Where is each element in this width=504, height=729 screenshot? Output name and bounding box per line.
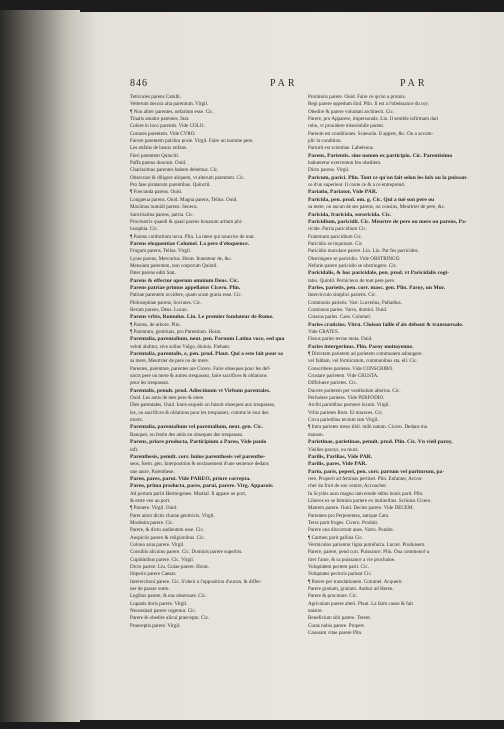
entry-line: Paries, parietis, pen. corr. masc. gen. Plin. Paroy, un Mur. <box>308 284 446 291</box>
entry-line: Ducere parietem per vestibulum alterius. Cic. <box>308 387 401 394</box>
entry-line: pour les trespassez. <box>130 380 170 387</box>
entry-line: Vide CRATES. <box>308 329 340 335</box>
entry-line: habueretur exercenton feu obedient. <box>308 160 382 167</box>
entry-line: Parturit est scientiae. Labeleous. <box>308 145 375 152</box>
entry-line: Parentalia, parentalium, neut. pen. Paruum Latina voce, sed qua <box>130 336 285 343</box>
entry-line: Obsecrare & diligere aliquem, vt alterum parentem. Cic. <box>130 174 245 181</box>
entry-line: Caussam vitae parere Plin. <box>308 630 363 637</box>
entry-line: Necessitati parere cogemur. Cic. <box>130 608 197 615</box>
entry-line: Maximus numidi parens. Seneca. <box>130 204 198 211</box>
entry-line: Paricida, fraricida, sororicida. Cic. <box>308 211 392 218</box>
entry-line: Frugum parens, Tellus. Virgil. <box>130 248 192 255</box>
entry-line: Parens, priore producta, Participium a Pareo, Vide paulo <box>130 439 267 446</box>
entry-line: Promissis parere. Ouid. Faire ce qu'on a promis. <box>308 94 406 100</box>
book-page-edges <box>0 10 80 722</box>
entry-line: Charissimus parentes habere debemus. Cic. <box>130 167 219 174</box>
entry-line: les, ou sacrifices & oblations pour les trespassez, comme le iour des <box>130 409 269 416</box>
entry-line: Perfodere parietes. Vide PERFODIO. <box>308 395 385 402</box>
entry-line: Pro fase piratarum parentibus. Quinctil. <box>130 182 211 189</box>
entry-line: Lupanis doris parere. Virgil. <box>130 600 188 607</box>
entry-line: Intercirculo simplici parietis. Cic. <box>308 292 377 299</box>
entry-line: Parere & procreare. Cic. <box>308 593 358 600</box>
entry-line: Circa parietibus tectum iam Virgil. <box>308 417 379 424</box>
entry-line: Voluptatem pectem parit. Cic. <box>308 564 369 570</box>
entry-line: Voluptates pectoris pariunt Cic. <box>308 571 373 578</box>
entry-line: Vrbis parietes Rom. Et mareces. Cic. <box>308 409 384 416</box>
entry-line: Paret amor dictis charae genitricis. Virgil. <box>130 512 215 519</box>
entry-line: ¶ Parens confortium nova. Plin. La mere qui nourrice de tout. <box>130 233 255 240</box>
entry-line: Fissus paries terrae mota. Ouid. <box>308 336 373 343</box>
entry-line: ricide. Patria paricidium Cic. <box>308 226 367 233</box>
entry-line: Paries craticius. Vitru. Cloison faille d'ais debout & transuersale. <box>308 321 464 328</box>
entry-line: Curas nobis parere. Propert. <box>308 622 366 629</box>
entry-line: Dicto parere. Liu. Gulae parere. Horat. <box>130 564 210 570</box>
running-head-left: PAR <box>270 78 298 89</box>
entry-line: Sanctissima parens, patria. Cic. <box>130 211 194 218</box>
entry-line: Crassus paries. Caes. Columel. <box>308 314 372 321</box>
entry-line: Consiliis alicuius parere. Cic. Dominis parere superbis. <box>130 549 243 556</box>
entry-line: Fraternum paricidium Cic. <box>308 233 363 240</box>
entry-line: ¶ Carmen parit gallina Cic. <box>308 534 364 541</box>
entry-line: ¶ Parens, de arbore. Plin. <box>130 321 181 328</box>
entry-line: ¶ Parere per translationem. Columel. Acquerir. <box>308 578 403 585</box>
entry-line: morts. <box>130 417 143 424</box>
entry-line: Obstringere se paricidio. Vide OBSTRINGO. <box>308 255 401 262</box>
entry-line: rere. Properit ad feminas pertinet. Plin. Enfanter, Accou- <box>308 475 424 482</box>
entry-line: Rerum parens, Deus. Lucan. <box>130 306 188 313</box>
entry-line: Parilis, Parilias, Vide PAR. <box>308 453 373 460</box>
entry-line: Philosophiae parens, Socrates. Cic. <box>130 299 202 306</box>
entry-line: Ad portum pariit Hermogenes. Martial. Il appare au port, <box>130 490 247 497</box>
entry-line: Pariatio, Pariator, Vide PAR. <box>308 189 378 196</box>
entry-line: Parens & effector operum omnium Deus. Cic. <box>130 277 239 284</box>
entry-line: naistre. <box>308 608 323 615</box>
entry-line: Legibus parere, & eas obseruare. Cic. <box>130 593 207 600</box>
entry-line: Pareo, pares, parui. Vide PAREO, priore correpta. <box>130 475 251 482</box>
entry-line: Pater parens editi Stat. <box>130 270 176 277</box>
entry-line: Continuus paries. Varro, domini. Ouid. <box>308 306 388 313</box>
entry-line: Parentalia, parentalium vel parentalium, neut. gen. Cic. <box>130 424 263 431</box>
entry-line: Crustare parietem. Vide CRUSTA. <box>308 373 379 380</box>
entry-line: Parens eloquentiae Columel. La pere d'eloquence. <box>130 240 249 247</box>
left-column <box>130 94 308 630</box>
entry-line: ¶ Parentum, genitiuus, pro Parentium. Horat. <box>130 329 222 335</box>
entry-line: Paricida, pen. prod. om. g. Cic. Qui a tué son pere ou <box>308 196 435 203</box>
entry-line: Lyrae parens, Mercurius. Horat. Inuenteur de, &c. <box>130 255 232 262</box>
entry-line: Conares parentem. Vide CVRO. <box>130 130 196 137</box>
entry-line: Auspiciis parere & religionibus. Cic. <box>130 534 205 541</box>
entry-line: Patriae parentem occidere, quam scam gratia esse. Cic. <box>130 292 243 299</box>
entry-line: Mensium parentem, non corporum Quintil. <box>130 262 218 269</box>
entry-line: ¶ Foecunda parens. Ouid. <box>130 189 182 196</box>
entry-line: Diffoluere parietes. Cic. <box>308 380 358 387</box>
entry-line: maison. <box>308 431 324 438</box>
entry-line: plir la condition. <box>308 138 342 145</box>
right-column <box>308 94 486 637</box>
entry-line: In Scythis auro magno iam eonde stibis bonis parit. Plin. <box>308 490 424 497</box>
entry-line: Facere parentem pulchra prole. Virgil. Faire un homme pere. <box>130 138 254 145</box>
entry-line: Parere, pro Apparere, impersonale. Lin. Il semble infirmam dari <box>308 116 439 123</box>
entry-line: Paffa parens duorum. Ouid. <box>130 160 187 167</box>
entry-line: Parere & obedire alicui praecepto. Cic. <box>130 615 210 622</box>
entry-line: Cupidinibus parere. Cic. Virgil. <box>130 556 195 563</box>
entry-line: Colere in loco parentis. Vide COLO. <box>130 123 205 130</box>
entry-line: ce d'un superieur. Il coute ce & a ce entreprend. <box>308 182 405 189</box>
entry-line: Modestia parere. Cic. <box>130 519 174 526</box>
entry-line: Parens, Parientis. sine nomen ex participio. Cic. Parentisimo <box>308 152 453 159</box>
entry-line: Parere ona discurrunt aues. Varro. Pondre. <box>308 527 394 534</box>
entry-line: une autre, Parenthese. <box>130 468 175 475</box>
entry-line: Banquet, ou festin des amis en obseques des trespassez. <box>130 431 244 438</box>
entry-line: sa mere, Meurtrier de pere ou de mere. <box>130 358 210 365</box>
entry-line: Imperio parere Caesar. <box>130 571 177 578</box>
entry-line: tirer l'ame, & sa puissance a vie prochaine. <box>308 556 396 563</box>
entry-line: Conscribere parietes. Vide CONSCRIBO. <box>308 365 394 372</box>
entry-line: Pareum est conditiones. Scaeuola. Il appert, &c. Ou a accom- <box>308 130 434 137</box>
entry-line: Colono arua parere. Virgil. <box>130 541 185 548</box>
entry-line: ner de passer outre. <box>130 586 170 593</box>
dictionary-page <box>72 12 504 720</box>
page-number: 846 <box>130 78 148 89</box>
page-header <box>130 78 488 92</box>
entry-line: Fieri parentem Quinctil. <box>130 152 180 159</box>
entry-line: Parere, & dicto audientem esse. Cic. <box>130 527 205 534</box>
entry-line: Parere, parere, pend corr. Puissance. Plin. Ona commencé a <box>308 549 430 556</box>
entry-line: Paricum, parici. Plin. Tout ce qu'on fait selon les loix ou la puissan- <box>308 174 468 181</box>
entry-line: Parens vrbis, Romulus. Liu. Le premier fondateur de Rome. <box>130 314 274 321</box>
entry-line: Parietinae, parietinae, penult. prod. Plin. Cic. Vn vieil paroy, <box>308 439 453 446</box>
entry-line: Parere gratiam, gratiam. Author ad Heren. <box>308 586 394 593</box>
entry-line: Tetricules parens Catulli. <box>130 94 181 100</box>
entry-line: losophia. Cic. <box>130 226 159 233</box>
entry-line: veluti abditur, sive solius Vulgo, diuinis. Fiebant. <box>130 343 231 350</box>
entry-line: Les enfans de beaux enfans. <box>130 145 188 152</box>
entry-line: Procreatrix quaedi & quasi parens bonarum artium phi- <box>130 218 243 225</box>
entry-line: sa mere, ou aucun de ses parens, ou cousins, Meurtrier de pere, &c. <box>308 204 446 211</box>
entry-line: Obedire & parere voluntati architecti. Cic. <box>308 108 395 115</box>
entry-line: Beneficium sibi parere. Terent. <box>308 615 372 622</box>
entry-line: Parenthesis, penult. corr. huius parenthesis vel parenthe- <box>130 453 266 460</box>
entry-line: cher du fruit de son ventre, Accoucher. <box>308 483 387 490</box>
entry-line: Vieilles paroys, ou murs. <box>308 446 359 453</box>
entry-line: & estre veu au port. <box>130 497 171 504</box>
entry-line: Matrem parere. Ouid. Decies parere. Vide DECEM. <box>308 505 414 512</box>
entry-line: Interrectioni parere. Cic. S'obeir a l'opposition d'aucun, & differ- <box>130 578 262 585</box>
entry-line: tatio. Quintil. Pernicieux de tout pere pere. <box>308 277 395 284</box>
entry-line: Parens patriae primus appellatus Cicero. Plin. <box>130 284 241 291</box>
entry-line: Paricidium, paricidii. Cic. Meurtre de pere ou mere ou parens, Pa- <box>308 218 467 225</box>
entry-line: uncts pere ou mere & autres trespassez, faire sacrifices & oblations <box>130 373 267 380</box>
entry-line: Arcibi parietibus permere locum. Virgil. <box>308 402 390 409</box>
entry-line: seos, foem. gen. Interposition & enclauement d'une sentence dedans <box>130 461 269 468</box>
entry-line: Paricidio se inquinare. Cic. <box>308 240 364 247</box>
entry-line: Dicto parens. Virgil. <box>308 167 350 174</box>
entry-line: Parientes pro Perperentes, antique Cato. <box>308 512 390 519</box>
entry-line: Liberos ex se feminis pariere ex mulieribus. Scriuius Cicero. <box>308 497 432 504</box>
entry-line: Regi parere oppedum ibid. Plin. Il est a l'obeissance du roy. <box>308 101 429 108</box>
entry-line: ¶ Intra parietes meos tibil. mihi natum. Cicero. Dedans ma <box>308 424 428 431</box>
entry-line: Paricidio maculare parere. Lin. Liu. Par fes parricides. <box>308 248 419 255</box>
entry-line: Ouid. Les amis de mes pere & mere. <box>130 395 205 402</box>
entry-line: Dies parentales. Ouid. Iours esquels on faisoit obseques aux trespassez, <box>130 402 276 409</box>
entry-line: Nefarie parere paricidio se obstringere. Cic. <box>308 262 398 269</box>
entry-line: Longaeua parens. Ouid. Magna parens, Tellus. Ouid. <box>130 196 238 203</box>
entry-line: Parentalia, parentalis, e, pen. prod. Plaut. Qui a este fait pour sa <box>130 351 283 358</box>
entry-line: Pario, paris, peperi, pen. corr. partum vel pariturum, pa- <box>308 468 445 475</box>
entry-line: Parentalis, penult. prod. Adiectiuum vt Virbum parentales. <box>130 387 271 394</box>
entry-line: robo, vt prouidere miseriobile parent. <box>308 123 385 130</box>
entry-line: ¶ Non aliter parentes, nefarium esse. Cic. <box>130 108 214 115</box>
entry-line: vel faldam, vel formicatum, communibus sta. ell. Cic. <box>308 358 418 365</box>
entry-line: Agricolam parere alteri. Plaut. La faim cause & fait <box>308 600 413 607</box>
running-head-right: PAR <box>400 78 428 89</box>
entry-line: ¶ Paruere. Virgil. Ouid. <box>130 505 178 512</box>
entry-line: Parilis, pares, Vide PAR. <box>308 461 367 468</box>
entry-line: ¶ Directam parietem ad parietem communem adiungere. <box>308 351 423 358</box>
entry-line: Vermiculos parientur ligna putrefacta. Lucret. Produisent. <box>308 541 426 548</box>
entry-line: Terra parit fruges. Cicero. Produit. <box>308 519 379 526</box>
entry-line: Praeceptis parere. Virgil. <box>130 622 181 629</box>
entry-line: Parentes, parentare, parentes are Cicero. Faire obseques pour les def- <box>130 365 271 372</box>
entry-line: Paricidalis, & hoc paricidale, pen. prod. vt Paricidalis cogi- <box>308 270 449 277</box>
entry-line: Communis parietis. Varr. Lucretius, Palladius. <box>308 299 402 306</box>
entry-line: Vetterum decora alta parentum. Virgil. <box>130 101 209 108</box>
entry-line: Pareo, prima producta, pares, parui, parere. Virg. Apparoir. <box>130 483 274 490</box>
entry-line: Paries intergerinus. Plin. Paroy moitoyenne. <box>308 343 414 350</box>
entry-line: Tinalis amator parentes. Stat. <box>130 116 190 123</box>
entry-line: infr. <box>130 446 139 453</box>
